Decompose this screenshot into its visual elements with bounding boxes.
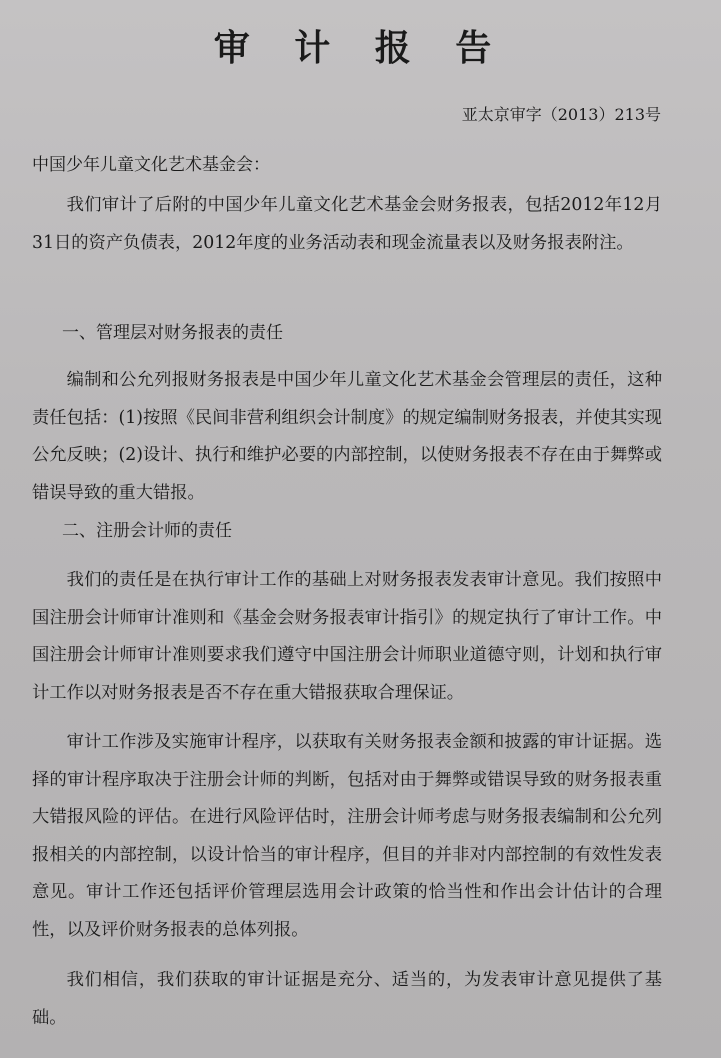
reference-number: 亚太京审字（2013）213号 [461,105,661,124]
section2-paragraph-3: 我们相信，我们获取的审计证据是充分、适当的，为发表审计意见提供了基础。 [32,970,662,1028]
section2-heading: 二、注册会计师的责任 [62,521,232,541]
section1-heading: 一、管理层对财务报表的责任 [62,323,283,343]
intro-paragraph: 我们审计了后附的中国少年儿童文化艺术基金会财务报表，包括2012年12月31日的资产负债表，2012年度的业务活动表和现金流量表以及财务报表附注。 [32,195,662,253]
section1-paragraph: 编制和公允列报财务报表是中国少年儿童文化艺术基金会管理层的责任，这种责任包括：(1)按照《民间非营利组织会计制度》的规定编制财务报表，并使其实现公允反映；(2)设计、执行和维护必要的内部控制，以使财务报表不存在由于舞弊或错误导致的重大错报。 [32,370,662,503]
page-title: 审 计 报 告 [213,28,508,69]
section2-paragraph-1: 我们的责任是在执行审计工作的基础上对财务报表发表审计意见。我们按照中国注册会计师审计准则和《基金会财务报表审计指引》的规定执行了审计工作。中国注册会计师审计准则要求我们遵守中国注册会计师职业道德守则，计划和执行审计工作以对财务报表是否不存在重大错报获取合理保证。 [32,570,662,703]
section2-paragraph-2: 审计工作涉及实施审计程序，以获取有关财务报表金额和披露的审计证据。选择的审计程序取决于注册会计师的判断，包括对由于舞弊或错误导致的财务报表重大错报风险的评估。在进行风险评估时，注册会计师考虑与财务报表编制和公允列报相关的内部控制，以设计恰当的审计程序，但目的并非对内部控制的有效性发表意见。审计工作还包括评价管理层选用会计政策的恰当性和作出会计估计的合理性，以及评价财务报表的总体列报。 [32,732,662,940]
addressee: 中国少年儿童文化艺术基金会： [32,155,270,175]
